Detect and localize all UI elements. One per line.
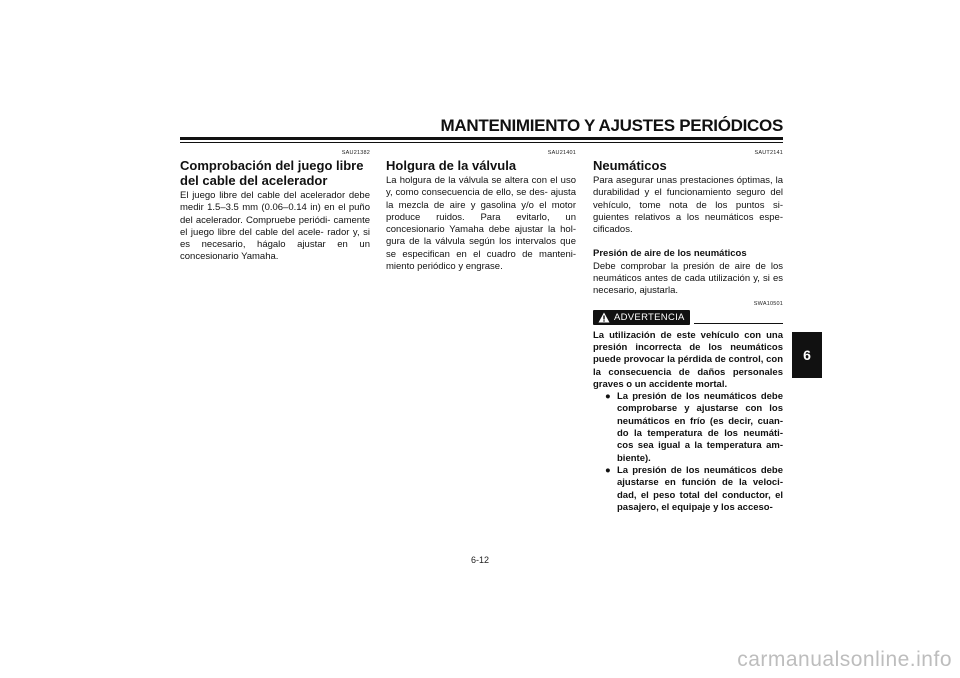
column-valve-clearance	[386, 150, 576, 273]
warning-rule	[694, 323, 783, 324]
list-item	[603, 465, 783, 514]
section-heading: Comprobación del juego libre del cable del acelerador	[180, 158, 364, 188]
warning-label: ADVERTENCIA	[614, 311, 685, 323]
section-heading: Holgura de la válvula	[386, 158, 517, 173]
subsection-heading: Presión de aire de los neumáticos	[593, 248, 747, 260]
section-code: SAU21401	[547, 150, 576, 156]
warning-bullet-list	[593, 391, 783, 514]
list-item-text: La presión de los neumáticos debe comprobarse y ajustarse con los neumáticos en frío (es decir, cuan- do la temperatura de los neumáti- cos sea igual a la temperatura am- biente).	[617, 391, 783, 464]
warning-text: La utilización de este vehículo con una presión incorrecta de los neumáticos puede provocar la pérdida de control, con la consecuencia de daños personales graves o un accidente mortal.	[593, 329, 783, 390]
warning-triangle-icon	[598, 312, 610, 323]
warning-header	[593, 310, 783, 325]
section-body: La holgura de la válvula se altera con el uso y, como consecuencia de ello, se des- ajusta la mezcla de aire y gasolina y/o el motor produce ruidos. Para evitarlo, un concesionario Yamaha debe ajustar la hol- gura de la válvula según los intervalos que se especifican en el cuadro de manteni- miento periódico y engrase.	[386, 175, 576, 273]
chapter-tab-number: 6	[803, 347, 811, 363]
page-title: MANTENIMIENTO Y AJUSTES PERIÓDICOS	[440, 116, 783, 135]
header-rule-thin	[180, 142, 783, 143]
list-item-text: La presión de los neumáticos debe ajustarse en función de la veloci- dad, el peso total del conductor, el pasajero, el equipaje y los acceso-	[617, 464, 783, 513]
section-body: Para asegurar unas prestaciones óptimas, la durabilidad y el funcionamiento seguro del vehículo, tome nota de los puntos si- guientes relativos a los neumáticos espe- cificados.	[593, 175, 783, 236]
page-number: 6-12	[470, 555, 489, 565]
warning-badge	[593, 310, 690, 325]
list-item	[603, 391, 783, 465]
section-body: El juego libre del cable del acelerador debe medir 1.5–3.5 mm (0.06–0.14 in) en el puño del acelerador. Compruebe periódi- camente el juego libre del cable del acele- rador y, si es necesario, hágalo ajustar en un concesionario Yamaha.	[180, 190, 370, 263]
column-throttle-cable	[180, 150, 370, 264]
section-heading: Neumáticos	[593, 158, 667, 173]
warning-code: SWA10501	[753, 300, 783, 307]
subsection-body: Debe comprobar la presión de aire de los neumáticos antes de cada utilización y, si es necesario, ajustarla.	[593, 260, 783, 297]
chapter-tab	[792, 332, 822, 378]
column-tires	[593, 150, 783, 514]
header-rule-thick	[180, 137, 783, 140]
bullet-icon: ●	[605, 391, 611, 403]
section-code: SAUT2141	[754, 150, 783, 156]
section-code: SAU21382	[341, 150, 370, 156]
bullet-icon: ●	[605, 464, 611, 476]
watermark: carmanualsonline.info	[737, 648, 952, 671]
